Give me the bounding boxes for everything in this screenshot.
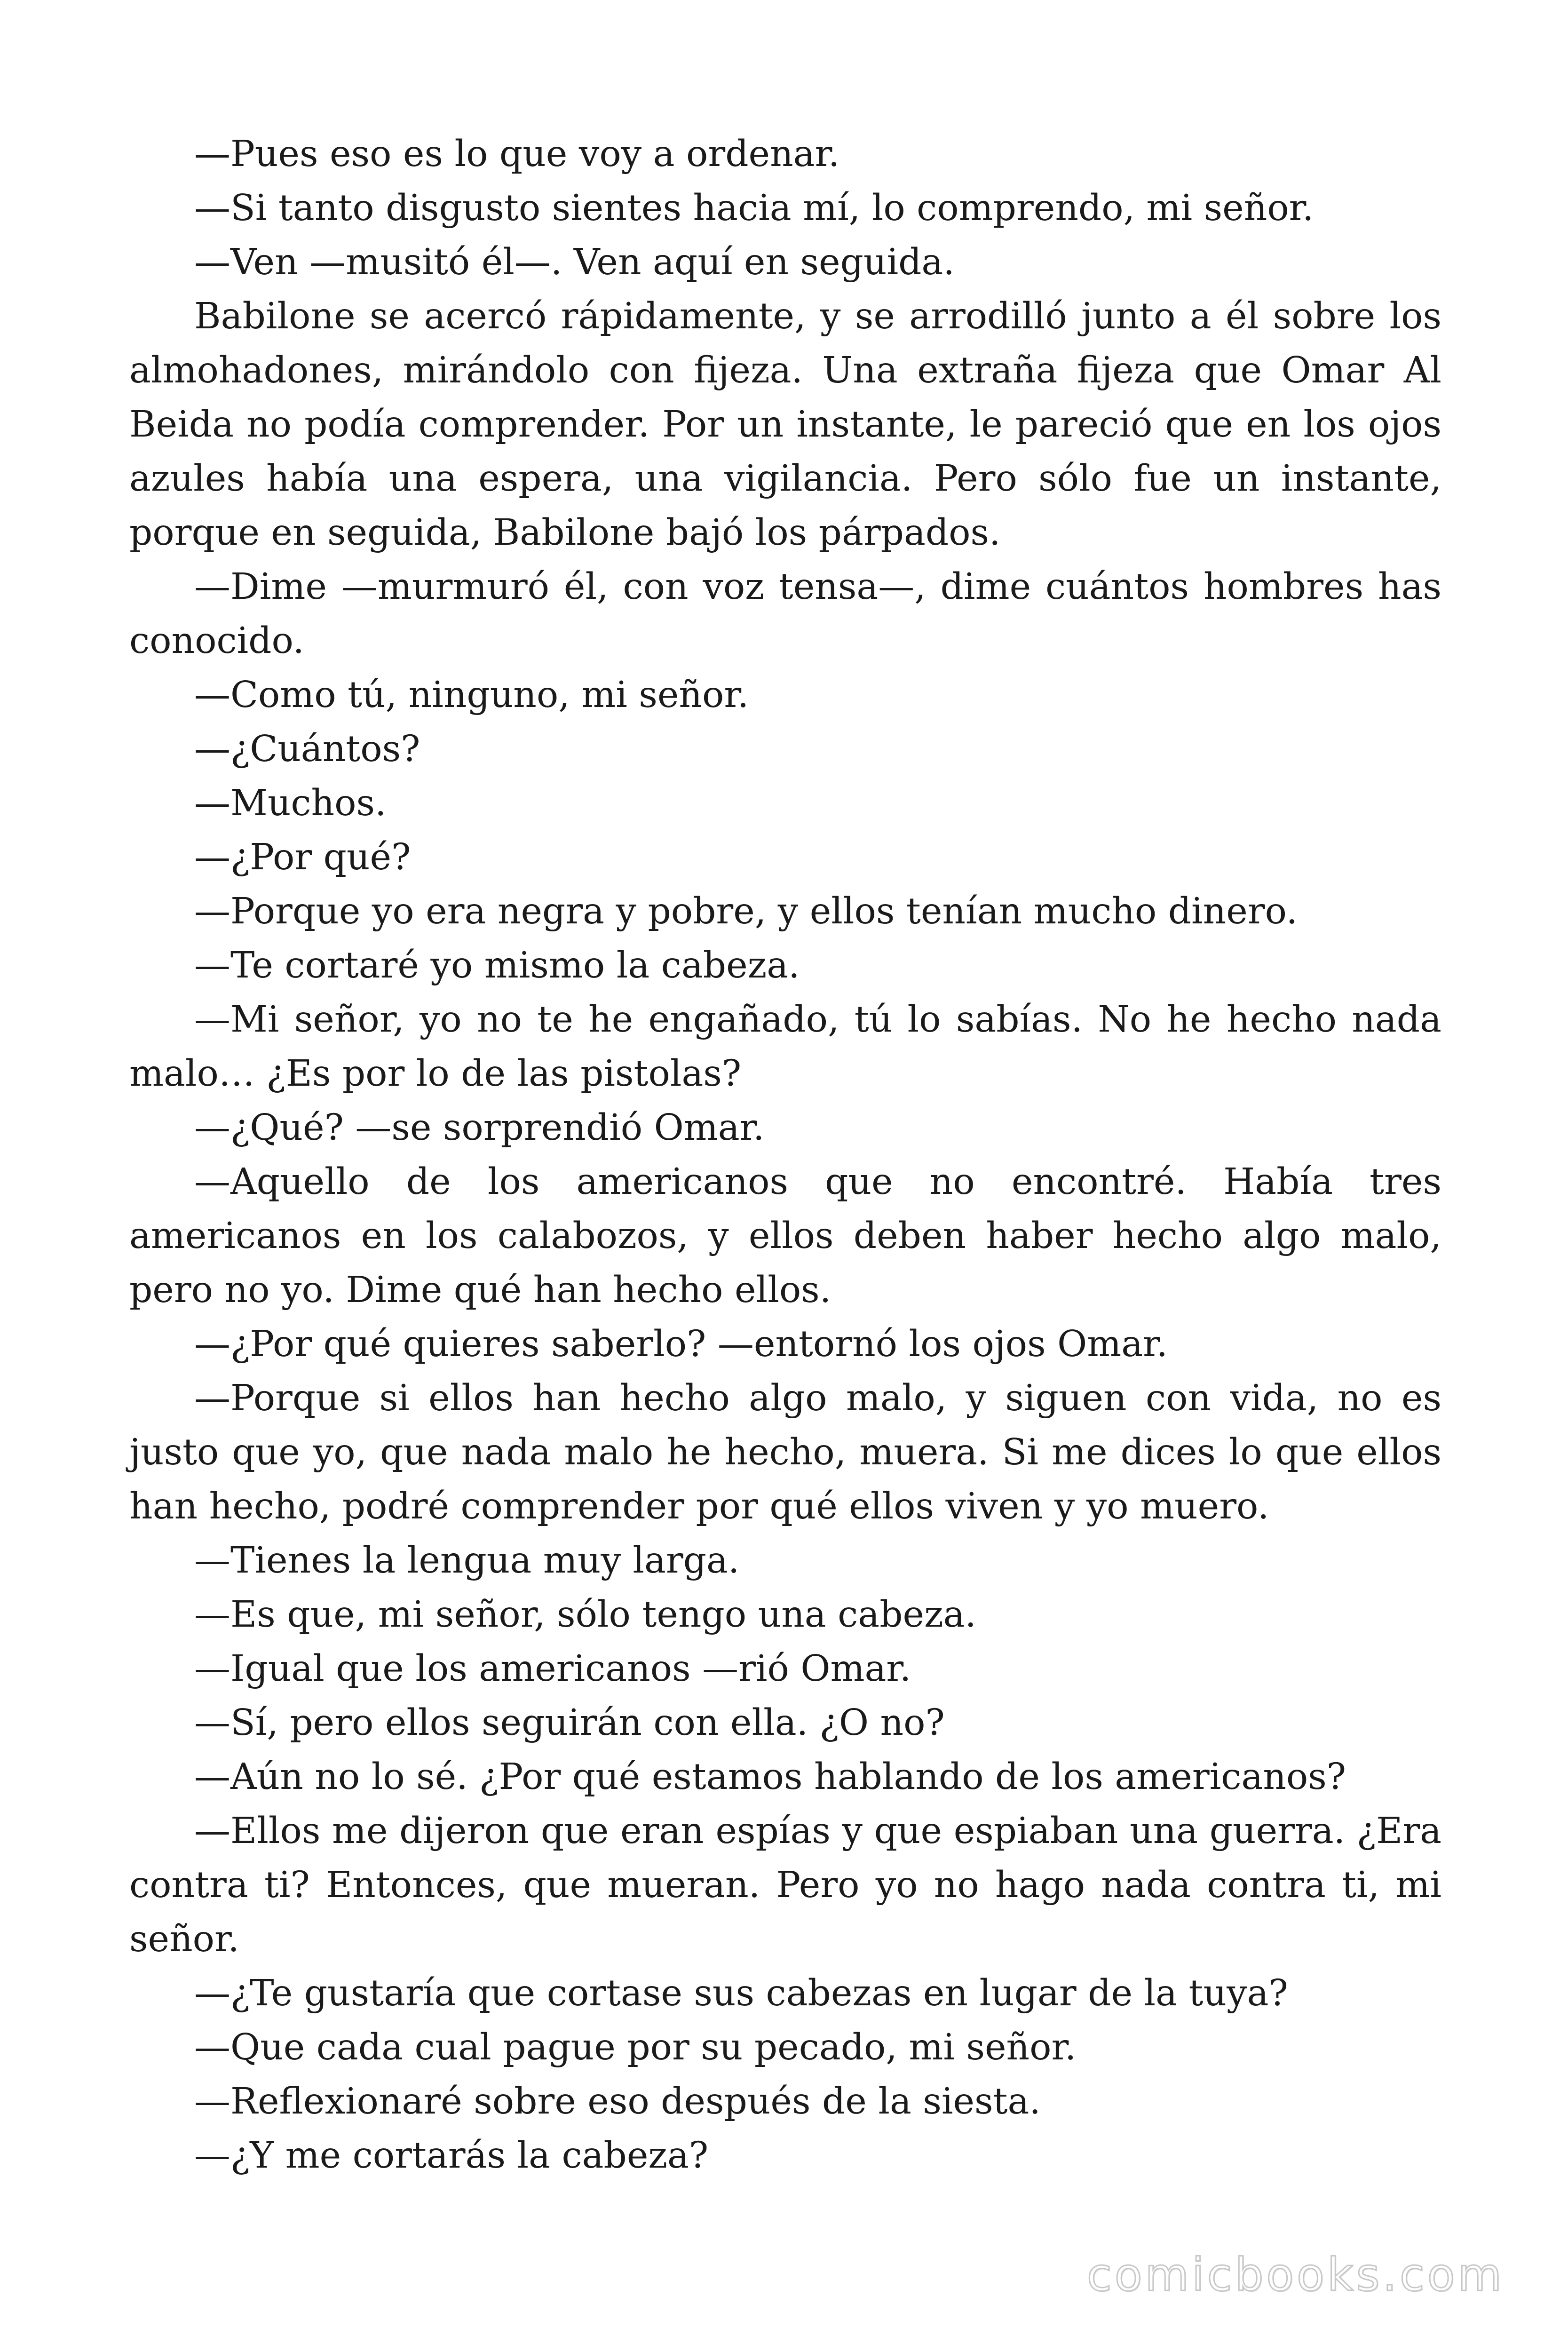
paragraph: —Dime —murmuró él, con voz tensa—, dime cuántos hombres has conocido.	[129, 566, 1441, 662]
paragraph: —Tienes la lengua muy larga.	[194, 1540, 740, 1581]
paragraph: —Igual que los americanos —rió Omar.	[194, 1648, 911, 1690]
paragraph: —Ellos me dijeron que eran espías y que espiaban una guerra. ¿Era contra ti? Entonces, que mueran. Pero yo no hago nada contra ti, mi señor.	[129, 1810, 1441, 1960]
paragraph: —¿Cuántos?	[194, 728, 420, 770]
paragraph: —Si tanto disgusto sientes hacia mí, lo comprendo, mi señor.	[194, 187, 1314, 229]
paragraph: —Aún no lo sé. ¿Por qué estamos hablando de los americanos?	[194, 1756, 1346, 1798]
paragraph: —Ven —musitó él—. Ven aquí en seguida.	[194, 241, 955, 283]
paragraph: —¿Te gustaría que cortase sus cabezas en lugar de la tuya?	[194, 1972, 1288, 2014]
paragraph: —Pues eso es lo que voy a ordenar.	[194, 133, 840, 175]
paragraph: Babilone se acercó rápidamente, y se arrodilló junto a él sobre los almohadones, mirándolo con fijeza. Una extraña fijeza que Omar Al Beida no podía comprender. Por un instante, le pareció que en los ojos azules había una espera, una vigilancia. Pero sólo fue un instante, porque en seguida, Babilone bajó los párpados.	[129, 295, 1441, 554]
paragraph: —Mi señor, yo no te he engañado, tú lo sabías. No he hecho nada malo… ¿Es por lo de las pistolas?	[129, 999, 1441, 1095]
paragraph: —Porque si ellos han hecho algo malo, y siguen con vida, no es justo que yo, que nada malo he hecho, muera. Si me dices lo que ellos han hecho, podré comprender por qué ellos viven y yo muero.	[129, 1377, 1441, 1527]
paragraph: —Reflexionaré sobre eso después de la siesta.	[194, 2081, 1041, 2122]
paragraph: —Es que, mi señor, sólo tengo una cabeza.	[194, 1594, 977, 1636]
paragraph: —Muchos.	[194, 782, 387, 824]
paragraph: —Aquello de los americanos que no encontré. Había tres americanos en los calabozos, y ellos deben haber hecho algo malo, pero no yo. Dime qué han hecho ellos.	[129, 1161, 1441, 1311]
paragraph: —¿Y me cortarás la cabeza?	[194, 2135, 709, 2177]
paragraph: —Que cada cual pague por su pecado, mi señor.	[194, 2026, 1077, 2068]
watermark: comicbooks.com	[1086, 2249, 1505, 2301]
paragraph: —¿Qué? —se sorprendió Omar.	[194, 1107, 765, 1149]
body-text	[129, 127, 1441, 2183]
paragraph: —Como tú, ninguno, mi señor.	[194, 674, 749, 716]
paragraph: —Sí, pero ellos seguirán con ella. ¿O no?	[194, 1702, 945, 1744]
paragraph: —Te cortaré yo mismo la cabeza.	[194, 945, 800, 986]
paragraph: —¿Por qué quieres saberlo? —entornó los ojos Omar.	[194, 1323, 1168, 1365]
paragraph: —¿Por qué?	[194, 836, 411, 878]
paragraph: —Porque yo era negra y pobre, y ellos tenían mucho dinero.	[194, 890, 1298, 932]
